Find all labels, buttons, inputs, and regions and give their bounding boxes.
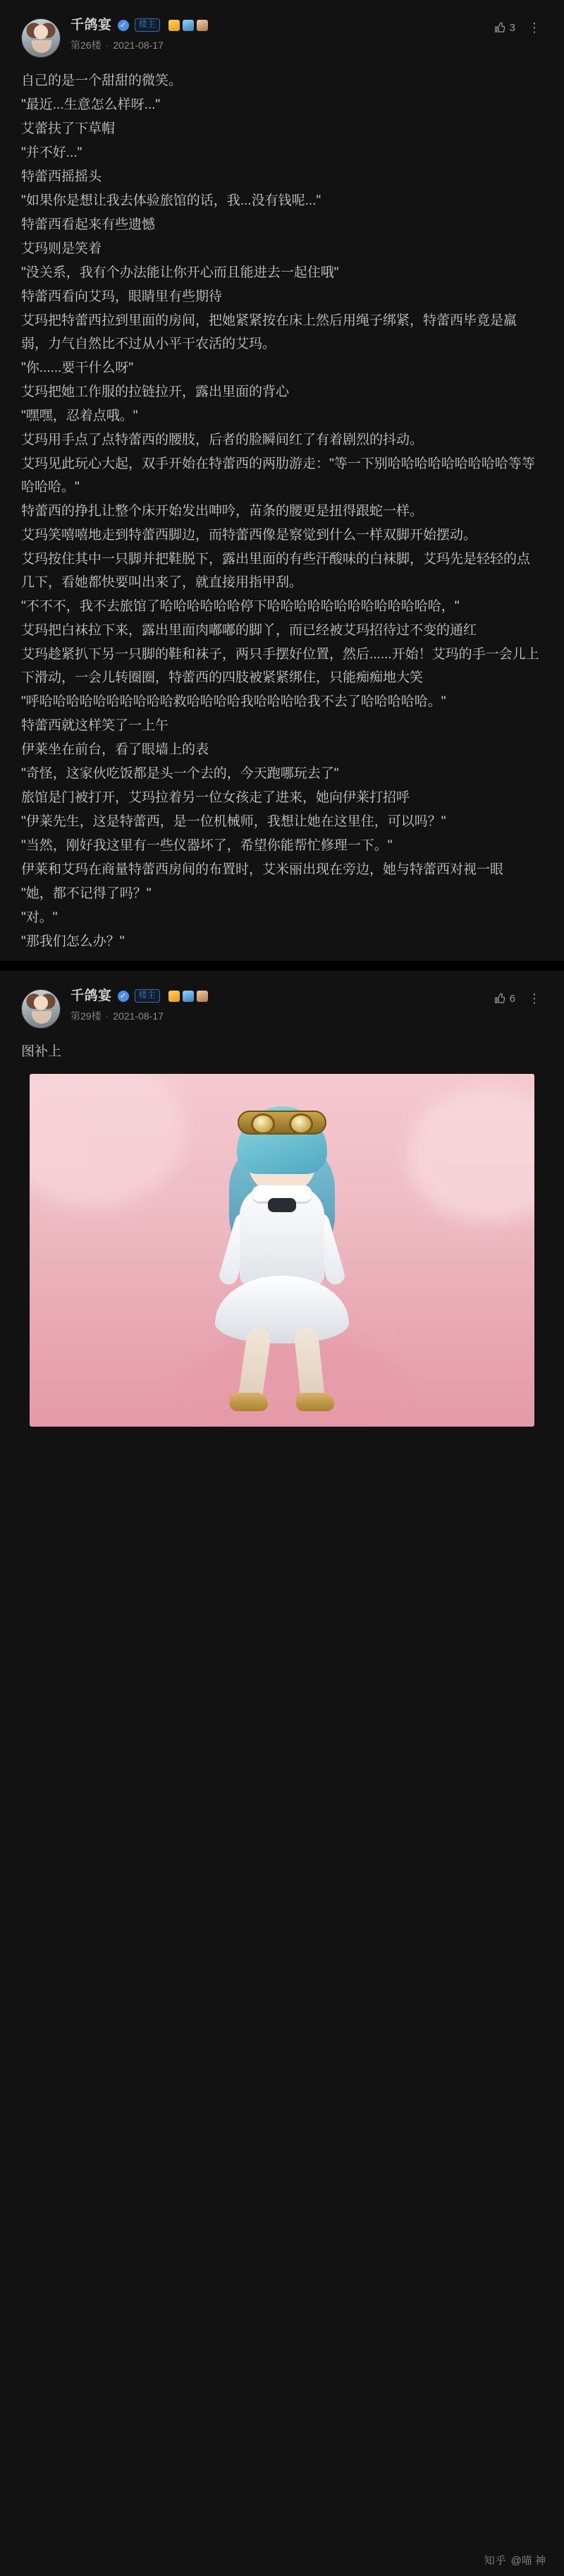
owner-tag: 楼主 xyxy=(135,989,160,1002)
post-author-block xyxy=(61,989,494,1023)
post-header xyxy=(0,971,564,1033)
verified-badge-icon: ✓ xyxy=(118,20,129,31)
more-options-icon[interactable]: ⋮ xyxy=(528,991,541,1005)
post-item xyxy=(0,0,564,961)
like-button[interactable] xyxy=(494,993,515,1005)
post-line: 伊莱和艾玛在商量特蕾西房间的布置时，艾米丽出现在旁边，她与特蕾西对视一眼 xyxy=(21,862,504,877)
verified-badge-icon: ✓ xyxy=(118,991,129,1002)
goggle-lens-left xyxy=(251,1113,275,1135)
character-bowtie xyxy=(268,1198,296,1212)
like-count: 3 xyxy=(509,21,515,34)
face-icon xyxy=(197,20,208,31)
character-shoe-right xyxy=(296,1393,334,1411)
post-line: 艾玛把她工作服的拉链拉开，露出里面的背心 xyxy=(21,385,290,399)
post-date: 2021-08-17 xyxy=(113,40,164,51)
goggle-lens-right xyxy=(289,1113,313,1135)
post-actions xyxy=(494,18,543,34)
post-line: "并不好..." xyxy=(21,145,82,160)
image-background-blob xyxy=(30,1074,185,1208)
post-line: 特蕾西就这样笑了一上午 xyxy=(21,718,169,733)
post-author-block xyxy=(61,18,494,52)
post-item xyxy=(0,961,564,1438)
post-line: 艾玛则是笑着 xyxy=(21,241,102,256)
post-line: 艾玛把特蕾西拉到里面的房间，把她紧紧按在床上然后用绳子绑紧，特蕾西毕竟是羸弱，力气自然比不过从小平干农活的艾玛。 xyxy=(21,313,517,351)
post-actions xyxy=(494,989,543,1005)
author-name[interactable]: 千鸽宴 xyxy=(70,988,112,1003)
post-line: "如果你是想让我去体验旅馆的话，我...没有钱呢..." xyxy=(21,193,321,208)
post-line: 艾玛趁紧扒下另一只脚的鞋和袜子，两只手摆好位置，然后......开始！艾玛的手一会儿上下滑动，一会儿转圈圈，特蕾西的四肢被紧紧绑住，只能痴痴地大笑 xyxy=(21,647,539,685)
post-line: 艾玛笑嘻嘻地走到特蕾西脚边，而特蕾西像是察觉到什么一样双脚开始摆动。 xyxy=(21,528,477,543)
meta-separator: · xyxy=(105,1010,109,1022)
author-row xyxy=(70,18,494,32)
thumbs-up-icon xyxy=(494,993,505,1005)
badge-icon-group xyxy=(168,20,208,31)
post-date: 2021-08-17 xyxy=(113,1010,164,1022)
post-meta xyxy=(70,1009,494,1023)
character-skirt xyxy=(215,1276,349,1343)
image-background-blob xyxy=(407,1088,534,1222)
post-meta xyxy=(70,38,494,52)
medal-icon xyxy=(183,20,194,31)
post-line: 艾蕾扶了下草帽 xyxy=(21,121,116,136)
post-line: 伊莱坐在前台，看了眼墙上的表 xyxy=(21,742,209,757)
post-line: "没关系，我有个办法能让你开心而且能进去一起住哦" xyxy=(21,265,339,280)
watermark-user: @喵 神 xyxy=(510,2555,546,2567)
post-line: "不不不，我不去旅馆了哈哈哈哈哈哈停下哈哈哈哈哈哈哈哈哈哈哈哈哈，" xyxy=(21,599,460,614)
post-line: 自己的是一个甜甜的微笑。 xyxy=(21,73,183,88)
post-line: 特蕾西看起来有些遗憾 xyxy=(21,217,156,232)
post-line: "你......要干什么呀" xyxy=(21,361,134,375)
post-line: "对。" xyxy=(21,910,58,925)
more-options-icon[interactable]: ⋮ xyxy=(528,20,541,35)
author-name[interactable]: 千鸽宴 xyxy=(70,18,112,32)
post-line: "嘿嘿，忍着点哦。" xyxy=(21,409,138,423)
like-button[interactable] xyxy=(494,22,515,34)
post-header xyxy=(0,0,564,62)
post-line: "呼哈哈哈哈哈哈哈哈哈哈救哈哈哈哈我哈哈哈哈我不去了哈哈哈哈哈。" xyxy=(21,694,446,709)
post-line: 艾玛用手点了点特蕾西的腰肢，后者的脸瞬间红了有着剧烈的抖动。 xyxy=(21,433,424,447)
avatar[interactable] xyxy=(21,18,61,58)
post-line: "伊莱先生，这是特蕾西，是一位机械师，我想让她在这里住，可以吗？" xyxy=(21,814,446,829)
post-line: "奇怪，这家伙吃饭都是头一个去的，今天跑哪玩去了" xyxy=(21,766,339,781)
owner-tag: 楼主 xyxy=(135,18,160,31)
post-line: "当然，刚好我这里有一些仪器坏了，希望你能帮忙修理一下。" xyxy=(21,838,393,853)
medal-icon xyxy=(183,991,194,1002)
post-body xyxy=(0,1033,564,1063)
post-line: 旅馆是门被打开，艾玛拉着另一位女孩走了进来，她向伊莱打招呼 xyxy=(21,790,410,805)
floor-number: 第26楼 xyxy=(70,40,102,51)
post-line: 特蕾西摇摇头 xyxy=(21,169,102,184)
character-shoe-left xyxy=(230,1393,268,1411)
face-icon xyxy=(197,991,208,1002)
site-logo: 知乎 xyxy=(484,2555,507,2567)
star-icon xyxy=(168,20,180,31)
post-line: 特蕾西看向艾玛，眼睛里有些期待 xyxy=(21,289,223,304)
author-row xyxy=(70,989,494,1003)
post-line: "她，都不记得了吗？" xyxy=(21,886,152,901)
meta-separator: · xyxy=(105,40,109,51)
badge-icon-group xyxy=(168,991,208,1002)
post-line: 特蕾西的挣扎让整个床开始发出呻吟，苗条的腰更是扭得跟蛇一样。 xyxy=(21,504,424,519)
thumbs-up-icon xyxy=(494,22,505,34)
watermark xyxy=(484,2553,546,2568)
post-line: 图补上 xyxy=(21,1044,62,1059)
floor-number: 第29楼 xyxy=(70,1010,102,1022)
post-line: 艾玛见此玩心大起，双手开始在特蕾西的两肋游走："等一下别哈哈哈哈哈哈哈哈哈等等哈哈哈。" xyxy=(21,456,535,495)
star-icon xyxy=(168,991,180,1002)
post-line: "那我们怎么办？" xyxy=(21,934,125,949)
post-line: "最近...生意怎么样呀..." xyxy=(21,97,161,112)
avatar[interactable] xyxy=(21,989,61,1029)
post-line: 艾玛把白袜拉下来，露出里面肉嘟嘟的脚丫，而已经被艾玛招待过不变的通红 xyxy=(21,623,477,638)
post-image-container[interactable] xyxy=(0,1064,564,1431)
like-count: 6 xyxy=(509,992,515,1005)
post-line: 艾玛按住其中一只脚并把鞋脱下，露出里面的有些汗酸味的白袜脚，艾玛先是轻轻的点几下，看她都快要叫出来了，就直接用指甲刮。 xyxy=(21,552,531,590)
post-body xyxy=(0,62,564,953)
post-image[interactable] xyxy=(30,1074,534,1427)
